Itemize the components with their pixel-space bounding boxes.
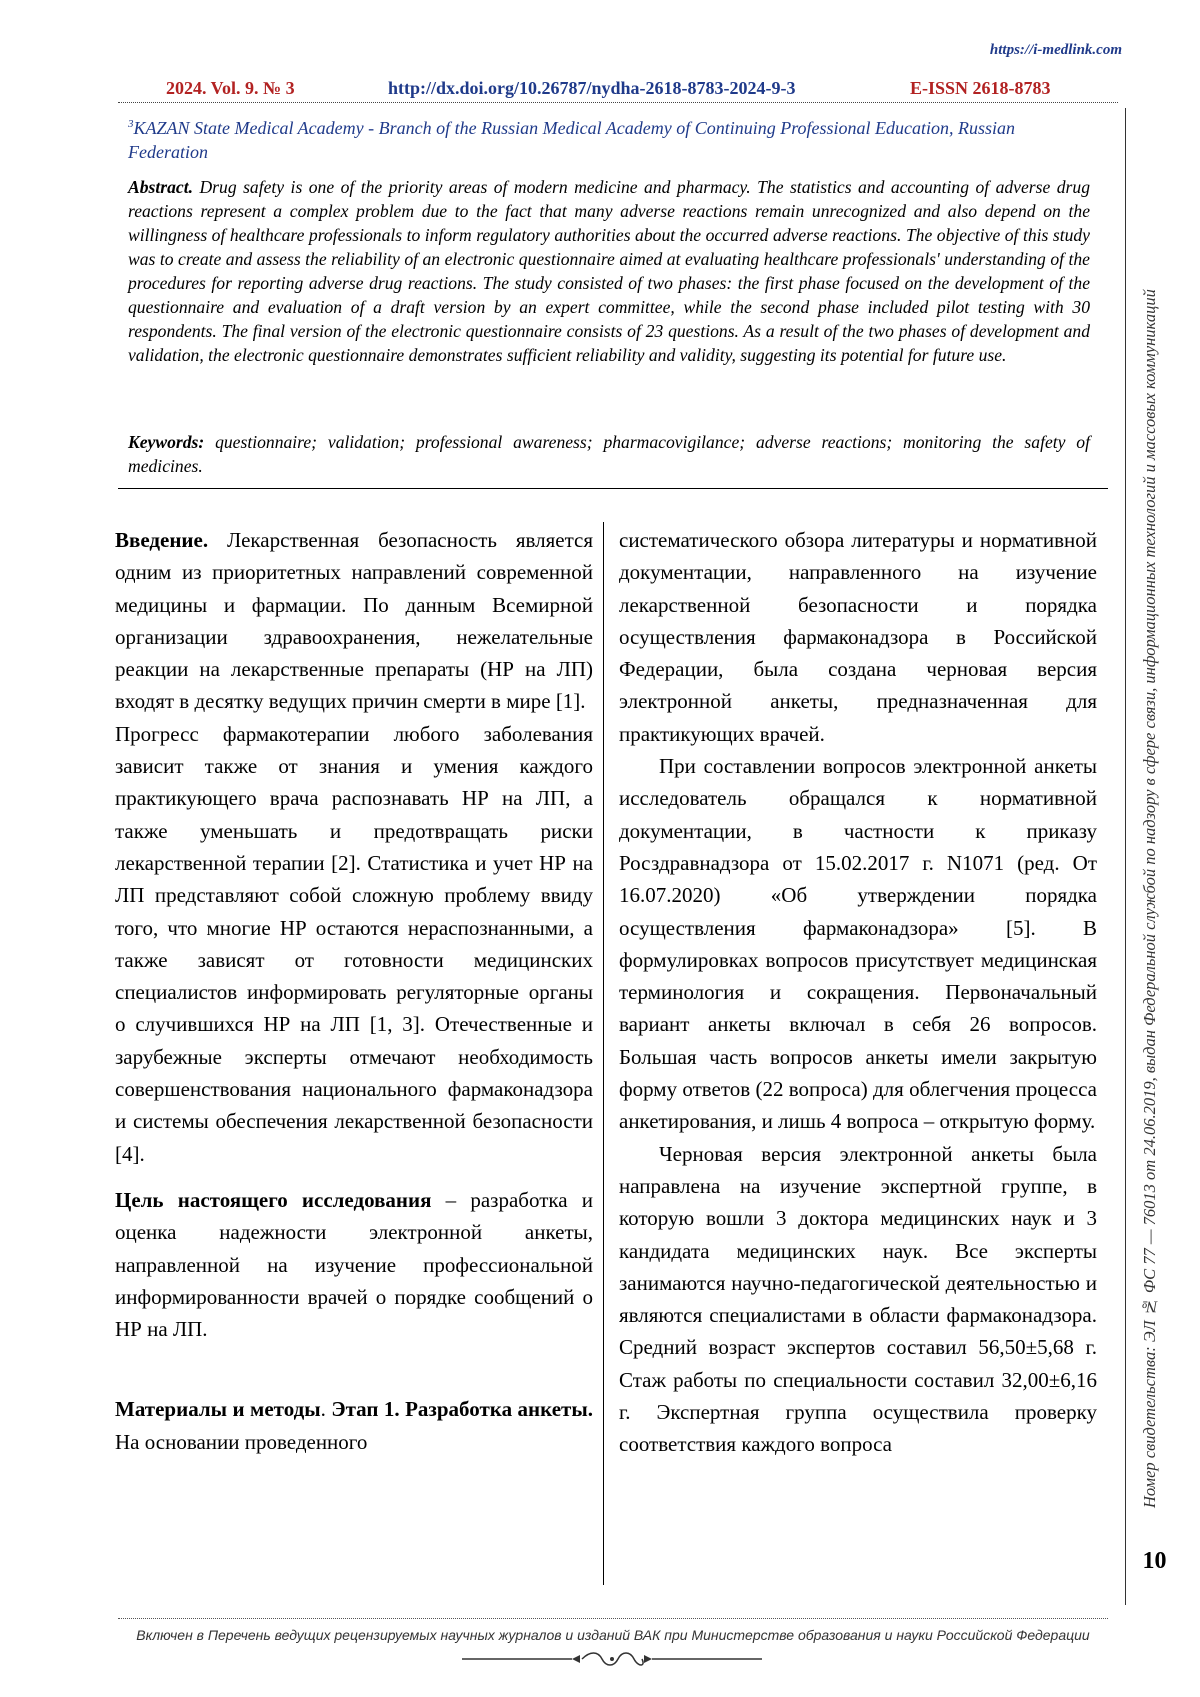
page-number: 10 (1142, 1548, 1167, 1574)
methods-paragraph (115, 1393, 593, 1458)
keywords (128, 430, 1090, 478)
methods-heading: Материалы и методы (115, 1397, 321, 1422)
methods-dot: . (320, 1397, 326, 1422)
ornament-icon (462, 1651, 762, 1667)
left-column (115, 524, 593, 1458)
intro-text: Лекарственная безопасность является одним из приоритетных направлений современной медицины и фармации. По данным Всемирной организации здравоохранения, нежелательные реакции на лекарственные препараты (НР на ЛП) входят в десятку ведущих причин смерти в мире [1]. (115, 528, 593, 714)
affiliation-marker: 3 (128, 118, 134, 130)
column-divider (603, 522, 604, 1585)
intro-heading: Введение. (115, 528, 209, 552)
footer-text: Включен в Перечень ведущих рецензируемых научных журналов и изданий ВАК при Министерстве образования и науки Российской Федерации (136, 1627, 1090, 1643)
intro-paragraph (115, 524, 593, 718)
abstract-label: Abstract. (128, 177, 194, 197)
affiliation (128, 112, 1088, 164)
abstract-divider (118, 488, 1108, 489)
certificate-text: Номер свидетельства: ЭЛ № ФС 77 — 76013 от 24.06.2019, выдан Федеральной службой по надзору в сфере связи, информационных технологий и массовых коммуникаций (1140, 289, 1159, 1508)
keywords-text: questionnaire; validation; professional awareness; pharmacovigilance; adverse reactions; monitoring the safety of medicines. (128, 432, 1090, 476)
questions-paragraph: При составлении вопросов электронной анкеты исследователь обращался к нормативной документации, в частности к приказу Росздравнадзора от 15.02.2017 г. N1071 (ред. От 16.07.2020) «Об утверждении порядка осуществления фармаконадзора» [5]. В формулировках вопросов присутствует медицинская терминология и сокращения. Первоначальный вариант анкеты включал в себя 26 вопросов. Большая часть вопросов анкеты имели закрытую форму ответов (22 вопроса) для облегчения процесса анкетирования, и лишь 4 вопроса – открытую форму. (619, 754, 1097, 1134)
methods-text: На основании проведенного (115, 1429, 368, 1454)
footer-divider (118, 1618, 1108, 1619)
review-paragraph: систематического обзора литературы и нормативной документации, направленного на изучение лекарственной безопасности и порядка осуществления фармаконадзора в Российской Федерации, была создана черновая версия электронной анкеты, предназначенная для практикующих врачей. (619, 528, 1097, 746)
stage-heading: Этап 1. Разработка анкеты. (325, 1397, 593, 1422)
issn: E-ISSN 2618-8783 (910, 78, 1051, 98)
right-column (619, 524, 1097, 1461)
site-url[interactable]: https://i-medlink.com (989, 42, 1122, 58)
doi-link[interactable]: http://dx.doi.org/10.26787/nydha-2618-8783-2024-9-3 (388, 78, 796, 98)
expert-paragraph: Черновая версия электронной анкеты была направлена на изучение экспертной группе, в которую вошли 3 доктора медицинских наук и 3 кандидата медицинских наук. Все эксперты занимаются научно-педагогической деятельностью и являются специалистами в области фармаконадзора. Средний возраст экспертов составил 56,50±5,68 г. Стаж работы по специальности составил 32,00±6,16 г. Экспертная группа осуществила проверку соответствия каждого вопроса (619, 1141, 1097, 1457)
abstract (128, 175, 1090, 367)
aim-text: – разработка и оценка надежности электронной анкеты, направленной на изучение профессиональной информированности врачей о порядке сообщений о НР на ЛП. (115, 1187, 593, 1342)
keywords-label: Keywords: (128, 432, 205, 452)
journal-volume: 2024. Vol. 9. № 3 (166, 78, 295, 98)
aim-heading: Цель настоящего исследования (115, 1187, 432, 1212)
progress-paragraph: Прогресс фармакотерапии любого заболевания зависит также от знания и умения каждого практикующего врача распознавать НР на ЛП, а также уменьшать и предотвращать риски лекарственной терапии [2]. Статистика и учет НР на ЛП представляют собой сложную проблему ввиду того, что многие НР остаются нераспознанными, а также зависят от готовности медицинских специалистов информировать регуляторные органы о случившихся НР на ЛП [1, 3]. Отечественные и зарубежные эксперты отмечают необходимость совершенствования национального фармаконадзора и системы обеспечения лекарственной безопасности [4]. (115, 721, 593, 1166)
aim-paragraph (115, 1184, 593, 1345)
affiliation-text: KAZAN State Medical Academy - Branch of the Russian Medical Academy of Continuing Professional Education, Russian Federation (128, 118, 1016, 162)
journal-header (118, 72, 1118, 103)
sidebar (1125, 108, 1181, 1605)
abstract-text: Drug safety is one of the priority areas of modern medicine and pharmacy. The statistics and accounting of adverse drug reactions represent a complex problem due to the fact that many adverse reactions remain unrecognized and also depend on the willingness of healthcare professionals to inform regulatory authorities about the occurred adverse reactions. The objective of this study was to create and assess the reliability of an electronic questionnaire aimed at evaluating healthcare professionals' understanding of the procedures for reporting adverse drug reactions. The study consisted of two phases: the first phase focused on the development of the questionnaire and evaluation of a draft version by an expert committee, while the second phase included pilot testing with 30 respondents. The final version of the electronic questionnaire consists of 23 questions. As a result of the two phases of development and validation, the electronic questionnaire demonstrates sufficient reliability and validity, suggesting its potential for future use. (128, 177, 1090, 365)
